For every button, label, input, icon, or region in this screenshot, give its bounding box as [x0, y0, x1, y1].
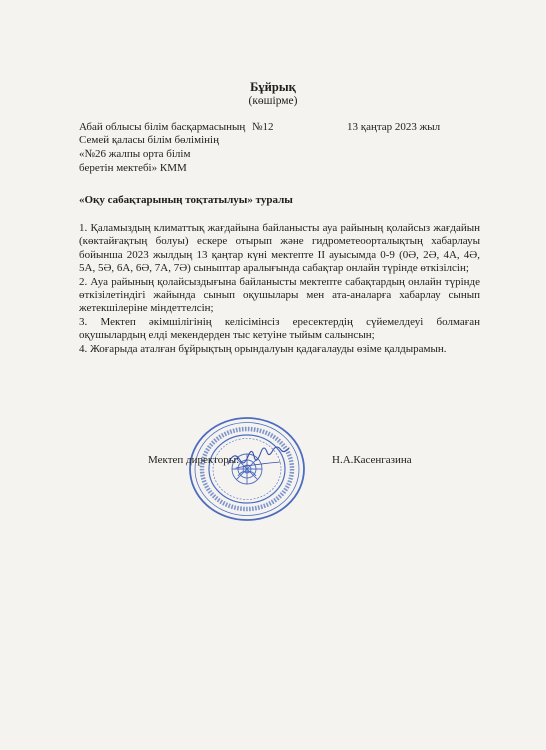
- order-item-3: 3. Мектеп әкімшілігінің келісімінсіз ересектердің сүйемелдеуі болмаған оқушылардың елді мекендерден тыс кетуіне тыйым салынсын;: [79, 315, 480, 342]
- order-item-4: 4. Жоғарыда аталған бұйрықтың орындалуын қадағалауды өзіме қалдырамын.: [79, 342, 447, 355]
- document-subtitle: (көшірме): [248, 95, 298, 107]
- order-item-2: 2. Ауа райының қолайсыздығына байланысты мектепте сабақтардың онлайн түрінде өткізілетіндігі жайында сынып оқушылары мен ата-аналарға хабарлау сынып жетекшілеріне міндеттелсін;: [79, 275, 480, 315]
- org-line-2: Семей қаласы білім бөлімінің: [79, 134, 219, 146]
- org-line-1: Абай облысы білім басқармасының: [79, 121, 246, 133]
- document-title: Бұйрық: [250, 80, 296, 94]
- signer-title: Мектеп директоры:: [148, 454, 240, 466]
- order-date: 13 қаңтар 2023 жыл: [347, 121, 441, 133]
- order-item-1: 1. Қаламыздың климаттық жағдайына байланысты ауа райының қолайсыз жағдайын (көктайғақтың болуы) ескере отырып және гидрометеоорталықтың хабарлауы бойынша 2023 жылдың 13 қаңтар күні мектепте II ауысымда 0-9 (0Ә, 2Ә, 4А, 4Ә, 5А, 5Ә, 6А, 6Ә, 7А, 7Ә) сыныптар аралығында сабақтар онлайн түрінде өткізілсін;: [79, 222, 480, 275]
- order-number: №12: [252, 121, 274, 133]
- org-line-4: беретін мектебі» КММ: [79, 162, 187, 174]
- order-subject: «Оқу сабақтарының тоқтатылуы» туралы: [79, 194, 293, 206]
- org-line-3: «№26 жалпы орта білім: [79, 148, 191, 160]
- order-body: [79, 222, 480, 356]
- signer-name: Н.А.Касенгазина: [332, 454, 412, 466]
